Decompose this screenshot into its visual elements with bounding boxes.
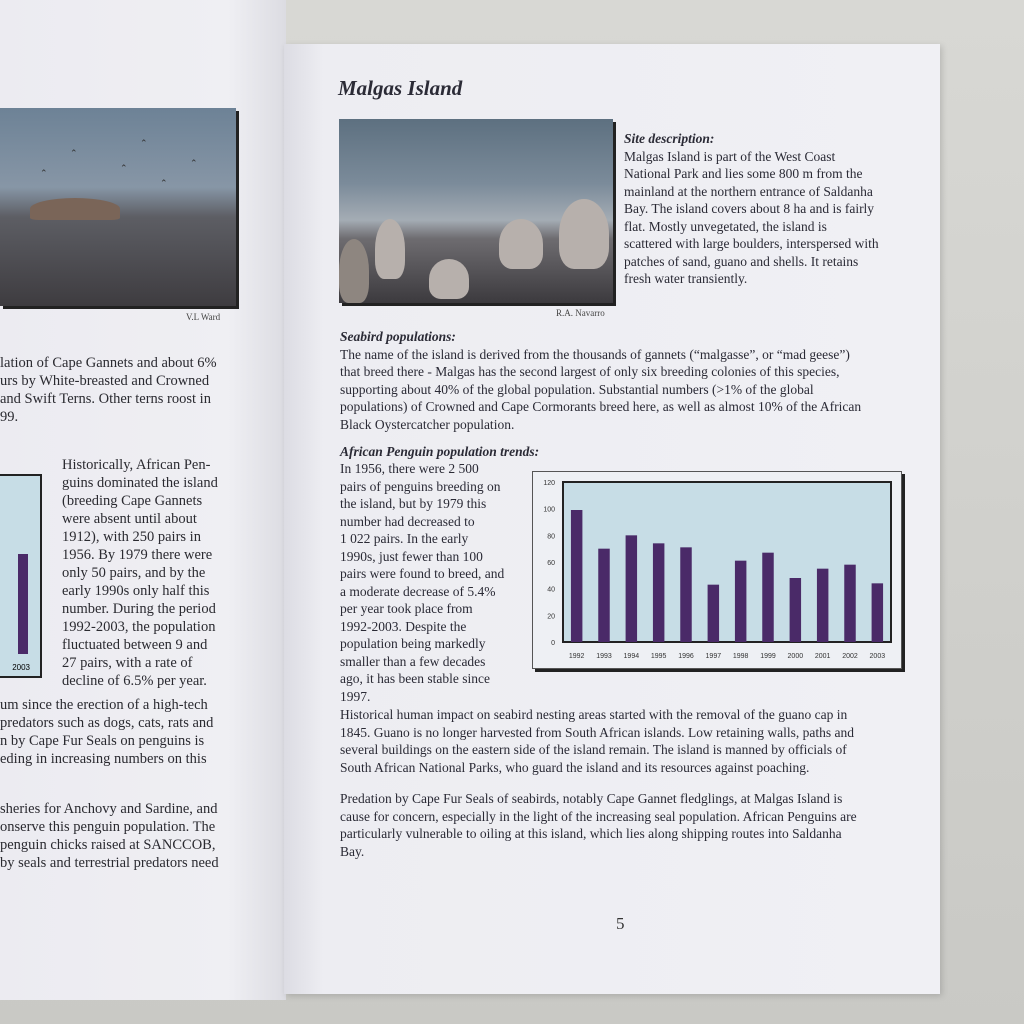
left-text-line: n by Cape Fur Seals on penguins is xyxy=(0,733,205,749)
chart-svg xyxy=(533,472,901,668)
left-text-line: um since the erection of a high-tech xyxy=(0,697,208,713)
seabird-populations-heading: Seabird populations: xyxy=(340,329,456,344)
x-tick-label: 2000 xyxy=(787,653,804,660)
chart-bar xyxy=(598,549,609,642)
site-description-line: Malgas Island is part of the West Coast xyxy=(624,148,836,164)
predation-line: Predation by Cape Fur Seals of seabirds, notably Cape Gannet fledglings, at Malgas Island is xyxy=(340,791,843,806)
trends-line: per year took place from xyxy=(340,601,473,616)
trends-line: 1997. xyxy=(340,688,371,704)
history-line: only 50 pairs, and by the xyxy=(62,565,206,581)
predation-line: particularly vulnerable to oiling at this island, which lies along shipping routes into Saldanha xyxy=(340,826,842,841)
trends-line: pairs were found to breed, and xyxy=(340,566,505,581)
x-tick-label: 2002 xyxy=(842,653,858,660)
trends-line: ago, it has been stable since xyxy=(340,671,490,686)
site-description-line: patches of sand, guano and shells. It retains xyxy=(624,253,859,269)
seabird-line: The name of the island is derived from the thousands of gannets (“malgasse”, or “mad geese”) xyxy=(340,346,850,362)
history-line: 27 pairs, with a rate of xyxy=(62,655,193,671)
seabird-line: Black Oystercatcher population. xyxy=(340,416,515,432)
trends-line: population being markedly xyxy=(340,636,486,651)
impact-line: Historical human impact on seabird nesting areas started with the removal of the guano cap in xyxy=(340,707,848,722)
history-line: guins dominated the island xyxy=(62,475,218,491)
penguin-trends-paragraph xyxy=(340,460,518,705)
left-page xyxy=(0,0,286,1000)
x-tick-label: 1996 xyxy=(678,653,694,660)
penguin-trends-heading: African Penguin population trends: xyxy=(340,444,540,459)
left-text-line: penguin chicks raised at SANCCOB, xyxy=(0,837,216,853)
right-photo-credit: R.A. Navarro xyxy=(556,308,605,318)
predation-line: cause for concern, especially in the light of the increasing seal population. African Penguins are xyxy=(340,808,857,824)
left-text-line: sheries for Anchovy and Sardine, and xyxy=(0,801,218,817)
y-tick-label: 0 xyxy=(551,640,555,647)
left-history-paragraph xyxy=(62,456,238,690)
chart-bar xyxy=(735,561,746,642)
chart-bar xyxy=(708,585,719,642)
chart-bar xyxy=(680,547,691,642)
left-text-line: and Swift Terns. Other terns roost in xyxy=(0,391,211,407)
site-description-line: flat. Mostly unvegetated, the island is xyxy=(624,218,827,234)
chart-bar xyxy=(790,578,801,642)
x-tick-label: 2001 xyxy=(814,653,831,660)
seabird-populations-section xyxy=(340,328,896,433)
trends-line: pairs of penguins breeding on xyxy=(340,478,501,494)
x-tick-label: 1998 xyxy=(732,653,749,660)
history-line: 1912), with 250 pairs in xyxy=(62,529,201,545)
chart-plot-area xyxy=(563,482,891,642)
y-tick-label: 80 xyxy=(547,533,555,541)
chart-bar xyxy=(653,543,664,642)
seabird-line: that breed there - Malgas has the second largest of only six breeding colonies of this species, xyxy=(340,364,840,379)
history-line: 1956. By 1979 there were xyxy=(62,547,213,563)
y-tick-label: 40 xyxy=(547,586,555,594)
site-description-heading: Site description: xyxy=(624,131,715,146)
chart-bar xyxy=(872,583,883,642)
predation-line: Bay. xyxy=(340,843,365,859)
trends-line: 1992-2003. Despite the xyxy=(340,618,467,634)
x-tick-label: 1994 xyxy=(623,653,640,660)
trends-line: 1 022 pairs. In the early xyxy=(340,531,469,546)
page-title: Malgas Island xyxy=(338,76,463,100)
impact-line: 1845. Guano is no longer harvested from South African islands. Low retaining walls, paths and xyxy=(340,724,855,740)
impact-line: several buildings on the eastern side of the island remain. The island is manned by officials of xyxy=(340,742,847,757)
y-tick-label: 60 xyxy=(547,560,555,567)
x-tick-label: 1993 xyxy=(596,653,612,660)
site-description-line: Bay. The island covers about 8 ha and is fairly xyxy=(624,201,875,216)
human-impact-paragraph xyxy=(340,706,900,776)
y-tick-label: 20 xyxy=(547,613,555,621)
left-text-line: lation of Cape Gannets and about 6% xyxy=(0,355,217,371)
predation-paragraph xyxy=(340,790,900,860)
mini-chart-bar xyxy=(18,554,28,654)
left-text-line: eding in increasing numbers on this xyxy=(0,751,207,767)
trends-line: In 1956, there were 2 500 xyxy=(340,461,479,476)
gannet-colony-photo: ⌃ ⌃ ⌃ ⌃ ⌃ ⌃ xyxy=(0,108,236,306)
left-mini-chart xyxy=(0,474,42,678)
history-line: number. During the period xyxy=(62,601,216,617)
trends-line: 1990s, just fewer than 100 xyxy=(340,548,483,564)
site-description-line: scattered with large boulders, interspersed with xyxy=(624,236,879,251)
history-line: were absent until about xyxy=(62,511,197,527)
left-photo-credit: V.L Ward xyxy=(186,312,221,322)
y-tick-label: 100 xyxy=(543,506,555,514)
seabird-line: supporting about 40% of the global population. Substantial numbers (>1% of the global xyxy=(340,381,814,397)
trends-line: the island, but by 1979 this xyxy=(340,496,487,511)
left-text-line: 99. xyxy=(0,409,19,425)
history-line: 1992-2003, the population xyxy=(62,619,216,635)
impact-line: South African National Parks, who guard the island and its resources against poaching. xyxy=(340,759,810,775)
x-tick-label: 1992 xyxy=(568,653,585,660)
x-tick-label: 1995 xyxy=(650,653,667,660)
site-description-section xyxy=(624,130,894,288)
malgas-island-photo xyxy=(339,119,613,303)
chart-bar xyxy=(571,510,582,642)
left-text-line: urs by White-breasted and Crowned xyxy=(0,373,210,389)
trends-line: a moderate decrease of 5.4% xyxy=(340,583,496,599)
history-line: fluctuated between 9 and xyxy=(62,637,208,653)
left-text-line: onserve this penguin population. The xyxy=(0,819,216,835)
seabird-line: populations) of Crowned and Cape Cormorants breed here, as well as almost 10% of the African xyxy=(340,399,862,414)
chart-bar xyxy=(844,565,855,642)
page-number: 5 xyxy=(616,914,625,933)
penguin-population-chart xyxy=(532,471,902,669)
x-tick-label: 1997 xyxy=(705,653,722,660)
history-line: (breeding Cape Gannets xyxy=(62,493,203,509)
history-line: decline of 6.5% per year. xyxy=(62,673,207,689)
x-tick-label: 1999 xyxy=(760,653,776,660)
x-tick-label: 2003 xyxy=(869,653,886,660)
left-text-line: by seals and terrestrial predators need xyxy=(0,855,219,871)
chart-bar xyxy=(817,569,828,642)
site-description-line: mainland at the northern entrance of Saldanha xyxy=(624,183,873,199)
chart-bar xyxy=(626,535,637,642)
mini-chart-label: 2003 xyxy=(12,663,30,672)
site-description-line: National Park and lies some 800 m from the xyxy=(624,166,863,181)
y-tick-label: 120 xyxy=(543,480,555,487)
chart-bar xyxy=(762,553,773,642)
trends-line: smaller than a few decades xyxy=(340,653,486,669)
history-line: early 1990s only half this xyxy=(62,583,210,599)
trends-line: number had decreased to xyxy=(340,513,475,529)
site-description-line: fresh water transiently. xyxy=(624,271,748,286)
left-text-line: predators such as dogs, cats, rats and xyxy=(0,715,214,731)
history-line: Historically, African Pen- xyxy=(62,457,211,473)
